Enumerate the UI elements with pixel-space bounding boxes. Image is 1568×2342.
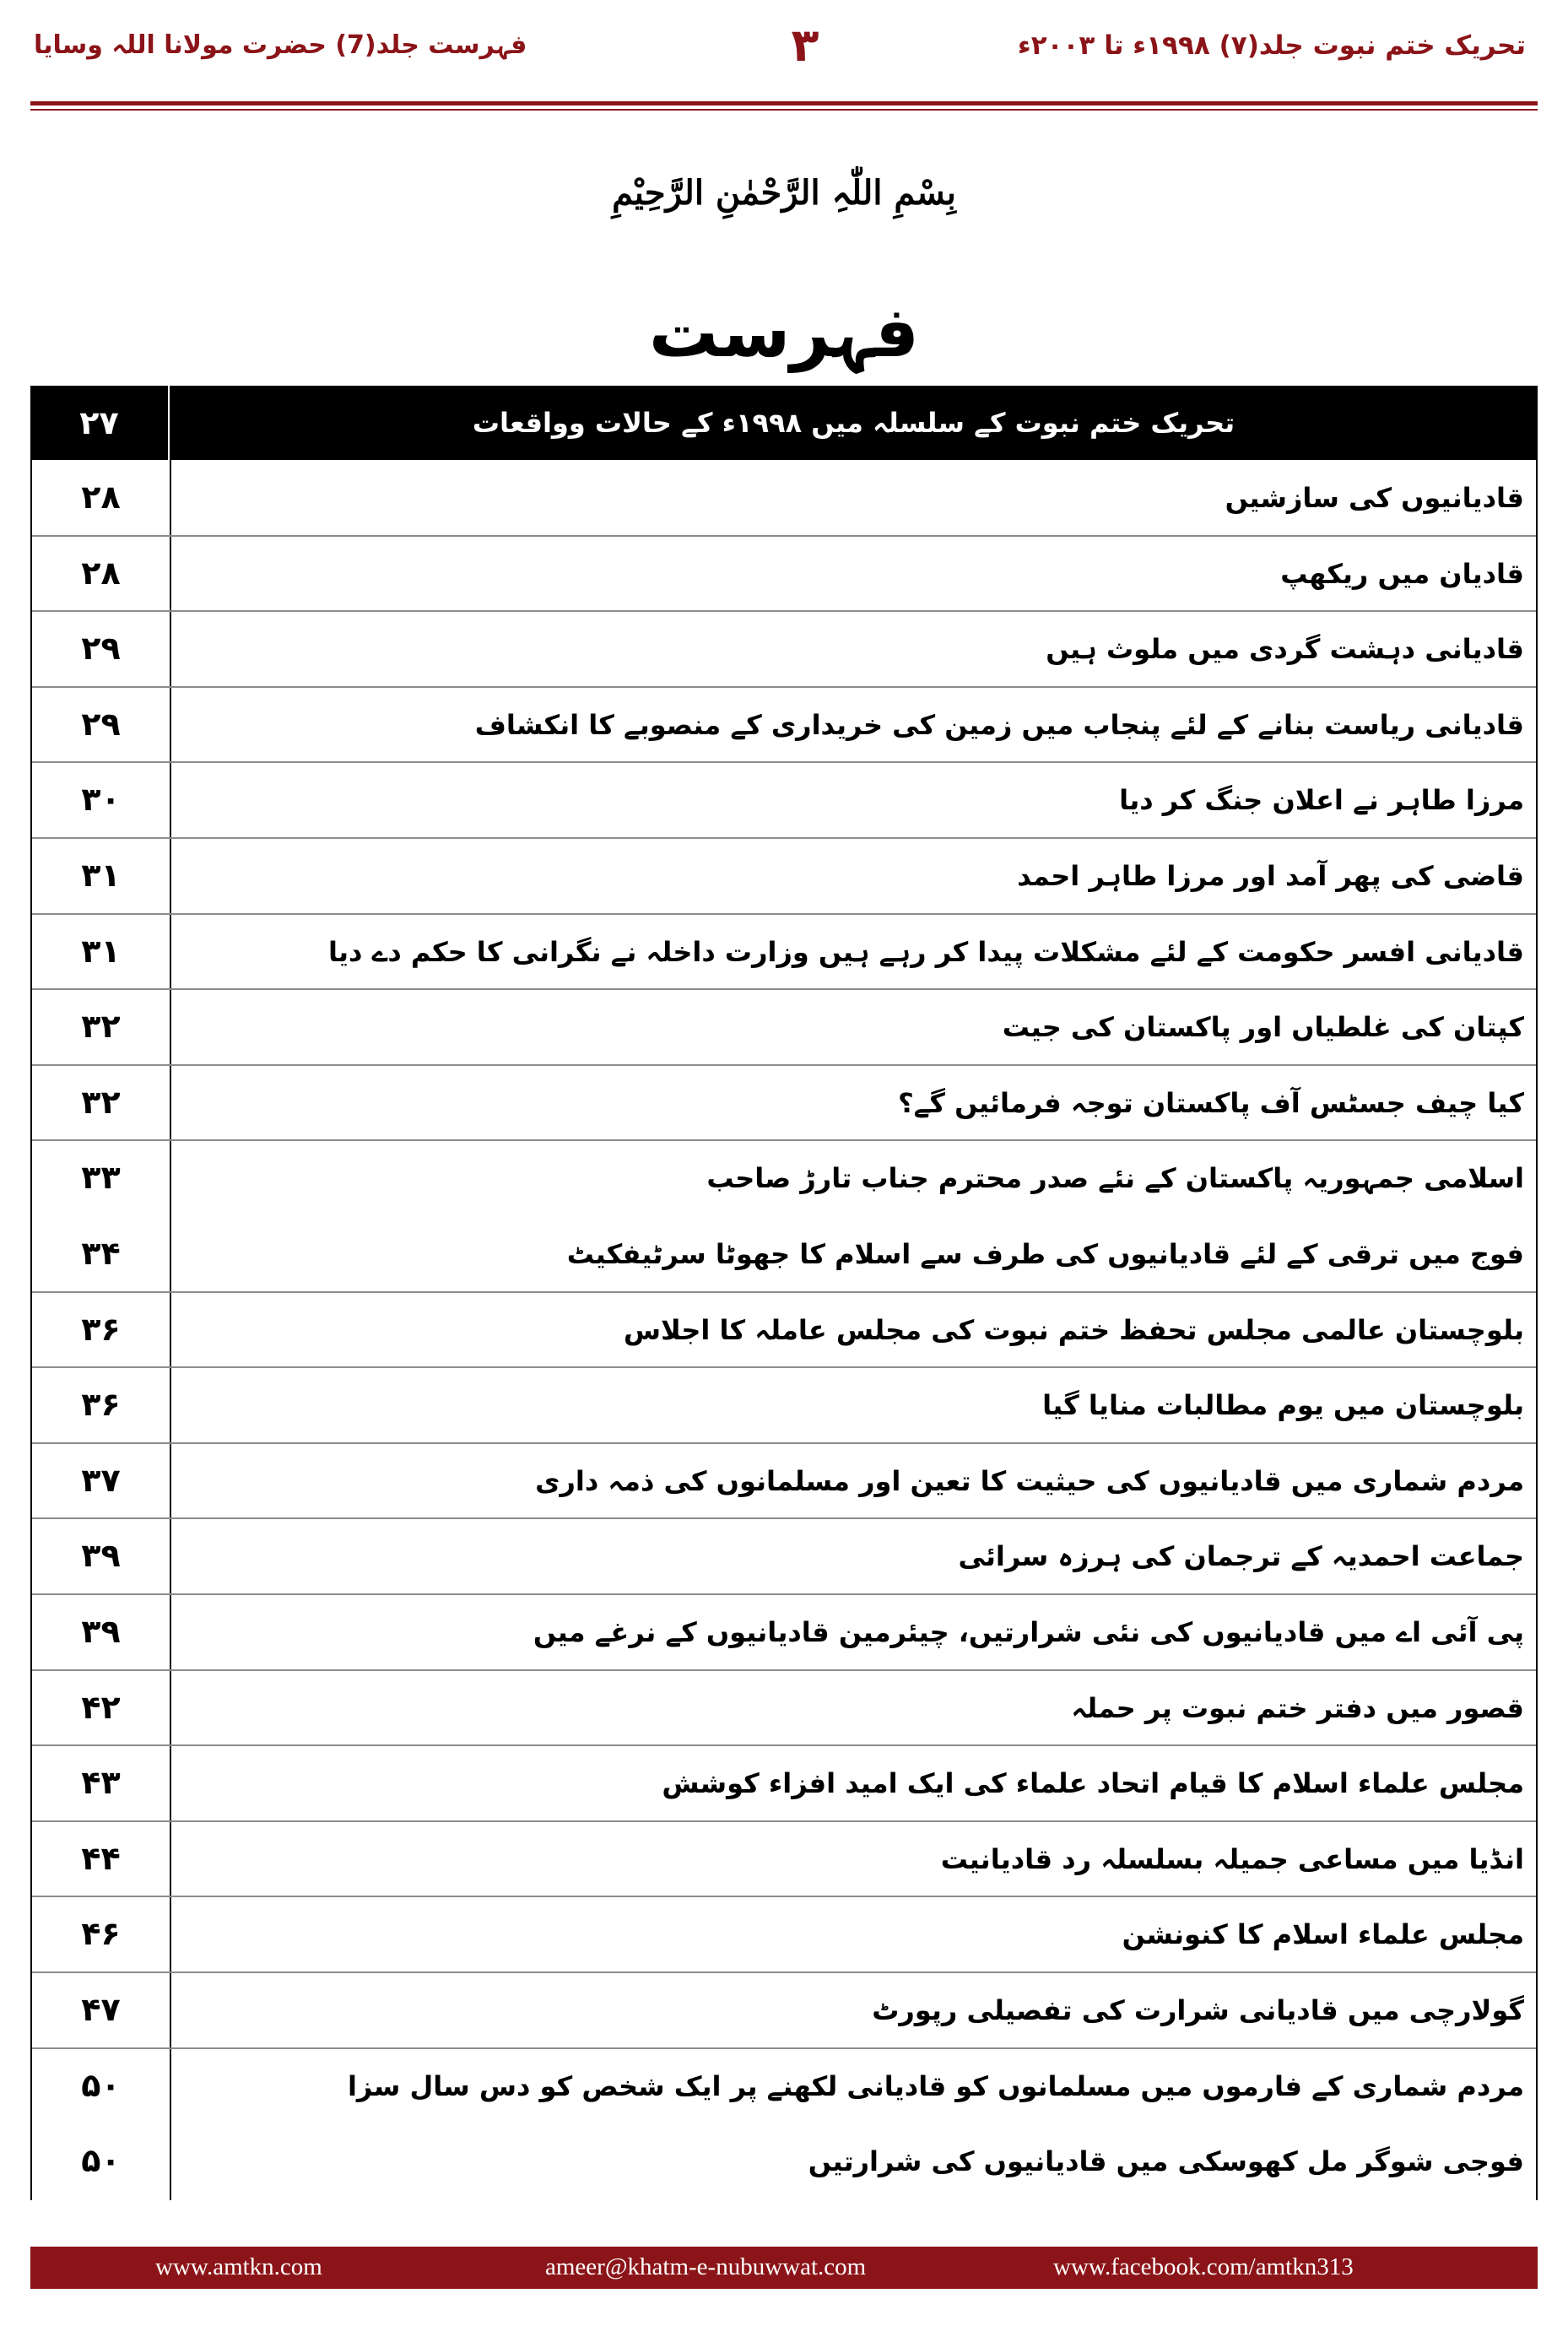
- toc-row-title: مردم شماری کے فارموں میں مسلمانوں کو قادیانی لکھنے پر ایک شخص کو دس سال سزا: [347, 2069, 1524, 2102]
- toc-row-title: قادیانیوں کی سازشیں: [1225, 482, 1524, 514]
- toc-row-title: قادیانی ریاست بنانے کے لئے پنجاب میں زمین کی خریداری کے منصوبے کا انکشاف: [474, 708, 1524, 741]
- toc-row-page: ۳۱: [81, 932, 121, 970]
- toc-row-page: ۲۹: [81, 705, 121, 743]
- toc-row[interactable]: [32, 611, 1536, 687]
- toc-row-title: مرزا طاہر نے اعلان جنگ کر دیا: [1119, 784, 1524, 817]
- toc-row-title: مجلس علماء اسلام کا کنونشن: [1122, 1918, 1524, 1951]
- toc-row[interactable]: [32, 2048, 1536, 2124]
- page-footer: [30, 2247, 1538, 2289]
- index-label: فہرست جلد(7) حضرت مولانا اللہ وسایا: [34, 30, 527, 60]
- toc-row[interactable]: [32, 762, 1536, 838]
- toc-row[interactable]: [32, 1821, 1536, 1897]
- toc-row-page: ۵۰: [81, 2142, 121, 2180]
- toc-row-title: کپتان کی غلطیاں اور پاکستان کی جیت: [1002, 1011, 1524, 1044]
- toc-row[interactable]: [32, 989, 1536, 1065]
- toc-row[interactable]: [32, 1518, 1536, 1594]
- toc-row-page: ۳۹: [81, 1537, 121, 1575]
- toc-row-page: ۳۲: [81, 1008, 121, 1046]
- toc-row-title: گولارچی میں قادیانی شرارت کی تفصیلی رپورٹ: [872, 1994, 1524, 2026]
- toc-row[interactable]: [32, 1670, 1536, 1746]
- toc-row-title: جماعت احمدیہ کے ترجمان کی ہرزہ سرائی: [958, 1540, 1524, 1573]
- toc-row-page: ۳۴: [81, 1235, 121, 1272]
- toc-row-page: ۴۶: [81, 1915, 121, 1953]
- section-title: تحریک ختم نبوت کے سلسلہ میں ۱۹۹۸ء کے حالات وواقعات: [472, 407, 1235, 439]
- toc-row[interactable]: [32, 1594, 1536, 1670]
- page-title: فہرست: [648, 293, 920, 373]
- toc-row[interactable]: [32, 2123, 1536, 2199]
- toc-row-page: ۳۲: [81, 1083, 121, 1121]
- toc-row[interactable]: [32, 536, 1536, 612]
- toc-row-page: ۴۷: [81, 1991, 121, 2028]
- toc-row[interactable]: [32, 1896, 1536, 1972]
- toc-row-title: اسلامی جمہوریہ پاکستان کے نئے صدر محترم جناب تارڑ صاحب: [706, 1162, 1524, 1195]
- toc-row-title: بلوچستان میں یوم مطالبات منایا گیا: [1042, 1389, 1524, 1422]
- toc-row-title: قصور میں دفتر ختم نبوت پر حملہ: [1071, 1691, 1524, 1724]
- book-title: تحریک ختم نبوت جلد(۷) ۱۹۹۸ء تا ۲۰۰۳ء: [1017, 30, 1526, 61]
- toc-row[interactable]: [32, 687, 1536, 763]
- toc-row-title: قادیانی افسر حکومت کے لئے مشکلات پیدا کر رہے ہیں وزارت داخلہ نے نگرانی کا حکم دے دیا: [327, 935, 1524, 968]
- toc-row-title: کیا چیف جسٹس آف پاکستان توجہ فرمائیں گے؟: [898, 1086, 1524, 1119]
- email-link[interactable]: ameer@khatm-e-nubuwwat.com: [545, 2253, 867, 2280]
- toc-row-page: ۲۸: [81, 479, 121, 516]
- toc-row-page: ۳۰: [81, 781, 121, 819]
- toc-row[interactable]: [32, 1065, 1536, 1141]
- toc-row-title: پی آئی اے میں قادیانیوں کی نئی شرارتیں، چیئرمین قادیانیوں کے نرغے میں: [533, 1616, 1524, 1648]
- toc-table: [30, 386, 1538, 2200]
- toc-row-title: فوج میں ترقی کے لئے قادیانیوں کی طرف سے اسلام کا جھوٹا سرٹیفکیٹ: [566, 1238, 1524, 1270]
- toc-row-page: ۴۳: [81, 1764, 121, 1802]
- toc-row-page: ۳۶: [81, 1310, 121, 1348]
- toc-row[interactable]: [32, 914, 1536, 990]
- toc-row[interactable]: [32, 1140, 1536, 1216]
- toc-row-title: قادیانی دہشت گردی میں ملوث ہیں: [1046, 633, 1524, 666]
- website-link[interactable]: www.amtkn.com: [155, 2253, 322, 2280]
- toc-row-page: ۳۶: [81, 1386, 121, 1424]
- toc-row[interactable]: [32, 460, 1536, 536]
- section-page: ۲۷: [30, 386, 170, 460]
- header-rule-thick: [30, 101, 1538, 105]
- toc-row-page: ۳۱: [81, 857, 121, 894]
- toc-row-page: ۳۹: [81, 1613, 121, 1650]
- page-number: ۳: [791, 19, 819, 72]
- toc-row-title: قادیان میں ریکھپ: [1280, 557, 1524, 590]
- toc-row-page: ۵۰: [81, 2066, 121, 2104]
- toc-row[interactable]: [32, 1443, 1536, 1519]
- header-rule-thin: [30, 109, 1538, 111]
- facebook-link[interactable]: www.facebook.com/amtkn313: [1053, 2253, 1354, 2280]
- toc-row-title: فوجی شوگر مل کھوسکی میں قادیانیوں کی شرارتیں: [808, 2145, 1524, 2178]
- toc-row[interactable]: [32, 1367, 1536, 1443]
- page-header: [30, 19, 1538, 74]
- toc-row-title: انڈیا میں مساعی جمیلہ بسلسلہ رد قادیانیت: [940, 1842, 1524, 1875]
- toc-row[interactable]: [32, 1972, 1536, 2048]
- toc-row-title: بلوچستان عالمی مجلس تحفظ ختم نبوت کی مجلس عاملہ کا اجلاس: [623, 1313, 1524, 1346]
- toc-row[interactable]: [32, 1216, 1536, 1292]
- toc-section-header: [30, 386, 1538, 460]
- toc-row-title: مردم شماری میں قادیانیوں کی حیثیت کا تعین اور مسلمانوں کی ذمہ داری: [535, 1464, 1524, 1497]
- toc-row-page: ۲۸: [81, 554, 121, 592]
- toc-body: [30, 460, 1538, 2200]
- toc-row[interactable]: [32, 838, 1536, 914]
- toc-row[interactable]: [32, 1745, 1536, 1821]
- bismillah: بِسْمِ اللّٰہِ الرَّحْمٰنِ الرَّحِیْمِ: [612, 173, 956, 213]
- toc-row[interactable]: [32, 1292, 1536, 1368]
- toc-row-page: ۴۴: [81, 1839, 121, 1877]
- toc-row-title: قاضی کی پھر آمد اور مرزا طاہر احمد: [1017, 860, 1524, 892]
- toc-row-page: ۳۷: [81, 1461, 121, 1499]
- toc-row-page: ۲۹: [81, 630, 121, 668]
- toc-row-page: ۴۲: [81, 1688, 121, 1726]
- toc-row-title: مجلس علماء اسلام کا قیام اتحاد علماء کی ایک امید افزاء کوشش: [662, 1767, 1524, 1800]
- toc-row-page: ۳۳: [81, 1159, 121, 1197]
